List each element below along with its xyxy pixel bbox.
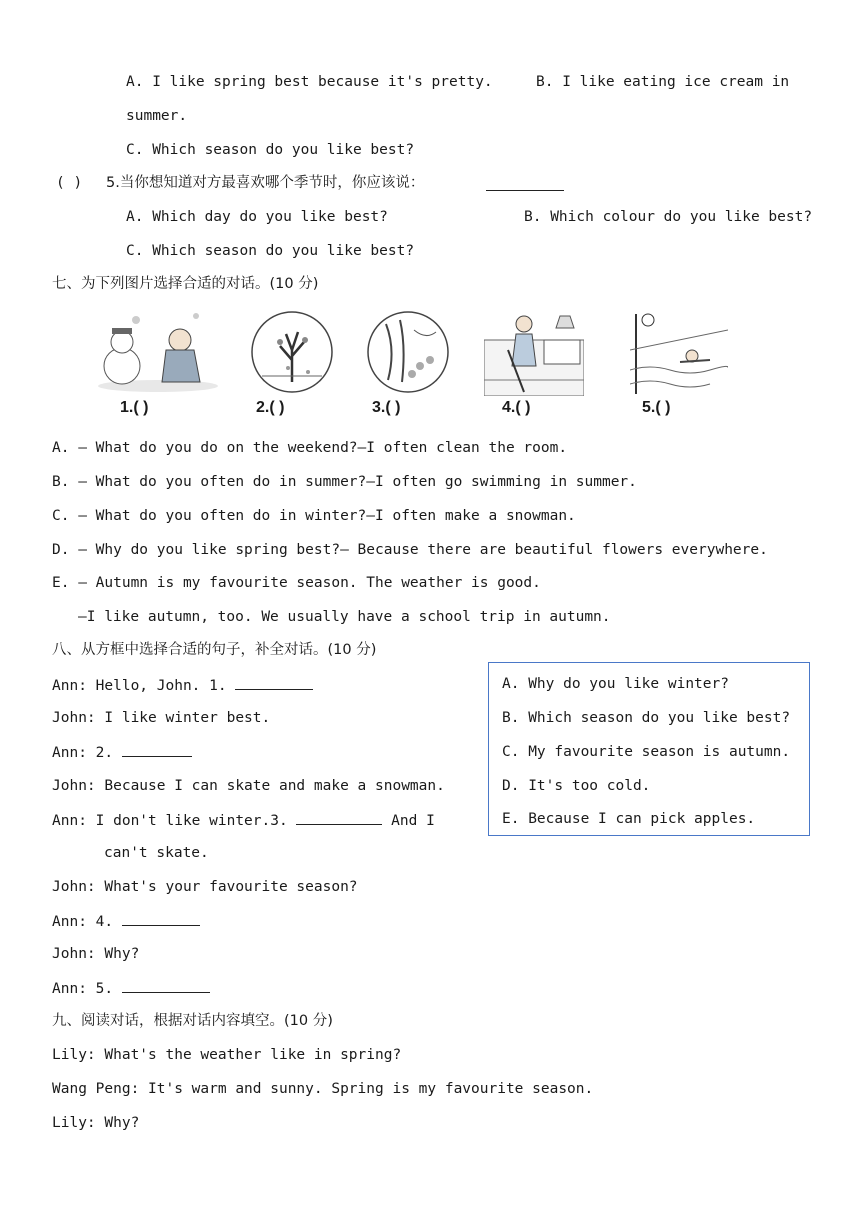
q4-option-b-cont: summer. <box>126 108 188 124</box>
swimming-pool-icon <box>630 310 728 394</box>
picture-3-label: 3.( ) <box>372 399 401 416</box>
q5-blank <box>486 176 564 191</box>
section7-option-b: B. — What do you often do in summer?—I often go swimming in summer. <box>52 474 637 490</box>
dialogue-line-7 <box>52 911 200 932</box>
dialogue-line-1-text: Ann: Hello, John. 1. <box>52 678 227 694</box>
section7-title: 七、为下列图片选择合适的对话。(10 分) <box>52 276 319 292</box>
q4-option-b: B. I like eating ice cream in <box>536 74 790 90</box>
section7-option-e: E. — Autumn is my favourite season. The weather is good. <box>52 575 541 591</box>
blank-4 <box>122 911 200 926</box>
section7-option-a: A. — What do you do on the weekend?—I often clean the room. <box>52 440 568 456</box>
dialogue-line-5-cont: can't skate. <box>104 845 209 861</box>
section8-title: 八、从方框中选择合适的句子，补全对话。(10 分) <box>52 642 377 658</box>
dialogue-line-8: John: Why? <box>52 946 140 962</box>
section7-option-d: D. — Why do you like spring best?— Because there are beautiful flowers everywhere. <box>52 542 768 558</box>
snowman-child-icon <box>96 310 220 392</box>
dialogue-line-3-text: Ann: 2. <box>52 745 114 761</box>
dialogue-line-9 <box>52 978 210 999</box>
section9-title: 九、阅读对话，根据对话内容填空。(10 分) <box>52 1013 333 1029</box>
spring-flowers-icon <box>366 310 450 394</box>
reading-line-3: Lily: Why? <box>52 1115 140 1131</box>
section7-option-c: C. — What do you often do in winter?—I often make a snowman. <box>52 508 576 524</box>
autumn-tree-icon <box>250 310 334 394</box>
picture-3 <box>366 310 450 398</box>
picture-4-label: 4.( ) <box>502 399 531 416</box>
dialogue-line-7-text: Ann: 4. <box>52 914 114 930</box>
dialogue-line-9-text: Ann: 5. <box>52 981 114 997</box>
box-option-c: C. My favourite season is autumn. <box>502 744 791 760</box>
blank-5 <box>122 978 210 993</box>
box-option-b: B. Which season do you like best? <box>502 710 791 726</box>
dialogue-line-1 <box>52 675 313 696</box>
picture-4 <box>484 310 584 400</box>
blank-2 <box>122 742 192 757</box>
blank-1 <box>235 675 313 690</box>
box-option-e: E. Because I can pick apples. <box>502 811 756 827</box>
dialogue-line-6: John: What's your favourite season? <box>52 879 358 895</box>
box-option-a: A. Why do you like winter? <box>502 676 729 692</box>
girl-cleaning-icon <box>484 310 584 396</box>
q5-option-c: C. Which season do you like best? <box>126 243 415 259</box>
picture-5-label: 5.( ) <box>642 399 671 416</box>
dialogue-line-5 <box>52 810 435 831</box>
blank-3 <box>296 810 382 825</box>
dialogue-line-4: John: Because I can skate and make a snowman. <box>52 778 445 794</box>
picture-1-label: 1.( ) <box>120 399 149 416</box>
q4-option-c: C. Which season do you like best? <box>126 142 415 158</box>
picture-1 <box>96 310 220 396</box>
q4-option-a: A. I like spring best because it's pretty. <box>126 74 493 90</box>
box-option-d: D. It's too cold. <box>502 778 651 794</box>
picture-2-label: 2.( ) <box>256 399 285 416</box>
q5-stem: 5.当你想知道对方最喜欢哪个季节时，你应该说： <box>106 175 425 191</box>
dialogue-line-3 <box>52 742 192 763</box>
reading-line-2: Wang Peng: It's warm and sunny. Spring is my favourite season. <box>52 1081 594 1097</box>
picture-5 <box>630 310 728 398</box>
section7-option-e-cont: —I like autumn, too. We usually have a school trip in autumn. <box>78 609 611 625</box>
dialogue-line-5-tail: And I <box>391 813 435 829</box>
dialogue-line-2: John: I like winter best. <box>52 710 271 726</box>
reading-line-1: Lily: What's the weather like in spring? <box>52 1047 402 1063</box>
q5-option-b: B. Which colour do you like best? <box>524 209 813 225</box>
q5-option-a: A. Which day do you like best? <box>126 209 388 225</box>
picture-2 <box>250 310 334 398</box>
dialogue-line-5-text: Ann: I don't like winter.3. <box>52 813 288 829</box>
q5-answer-paren: ( ) <box>56 175 83 191</box>
